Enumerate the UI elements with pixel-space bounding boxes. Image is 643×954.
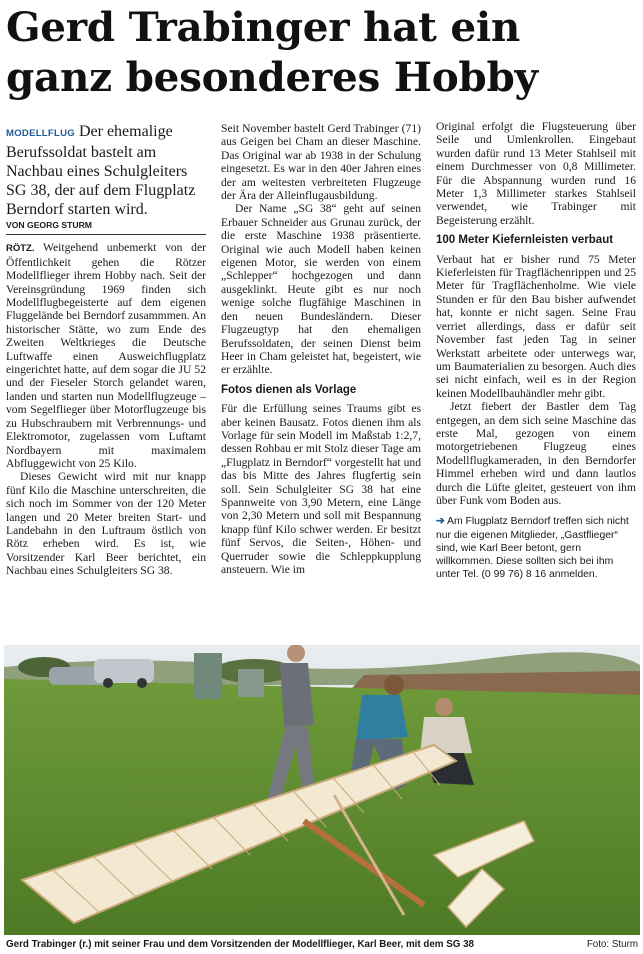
paragraph: Verbaut hat er bisher rund 75 Meter Kieferleisten für Tragflächenrippen und 25 Meter für Tragflächenholme. Wie viele Stunden er für den Bau bisher aufwendet hat, konnte er nicht sagen. Seine Frau verriet allerdings, dass er dafür seit November fast jeden Tag in seiner Werkstatt arbeitete oder unterwegs war, um Baumaterialien zu besorgen. Auch dies sei nicht einfach, weil es in der Region keinen Modellbauhändler mehr gibt. xyxy=(436,252,636,400)
column-2 xyxy=(221,122,421,576)
photo-credit: Foto: Sturm xyxy=(586,939,638,950)
paragraph: Seit November bastelt Gerd Trabinger (71) aus Geigen bei Cham an dieser Maschine. Das Original war ab 1938 in der Schulung eingesetzt. Es war in den 40er Jahren eines der am weitesten verbreiteten Flugzeuge der Ära der Alleinflugausbildung. xyxy=(221,122,421,203)
byline: VON GEORG STURM xyxy=(6,219,206,235)
headline: Gerd Trabinger hat ein ganz besonderes Hobby xyxy=(6,3,538,101)
kicker: MODELLFLUG xyxy=(6,128,75,139)
column-1 xyxy=(6,122,206,578)
subheading: 100 Meter Kiefernleisten verbaut xyxy=(436,234,614,247)
photo-glider xyxy=(4,645,640,935)
paragraph: Jetzt fiebert der Bastler dem Tag entgegen, an dem sich seine Maschine das erste Mal, gezogen von einem motorgetriebenen Flugzeug eines Modellflugkameraden, in den Berndorfer Himmel erheben wird und dann lautlos durch die Lüfte gleitet, gesteuert von ihm über Funk vom Boden aus. xyxy=(436,400,636,507)
subheading: Fotos dienen als Vorlage xyxy=(221,383,357,396)
dateline: RÖTZ. xyxy=(6,243,35,255)
caption-text: Gerd Trabinger (r.) mit seiner Frau und dem Vorsitzenden der Modellflieger, Karl Beer, mit dem SG 38 xyxy=(6,939,475,950)
column-3 xyxy=(436,120,636,581)
photo-caption xyxy=(6,938,638,951)
arrow-right-icon: ➔ xyxy=(436,516,445,528)
paragraph: Für die Erfüllung seines Traums gibt es aber keinen Bausatz. Fotos dienen ihm als Vorlage für sein Modell im Maßstab 1:2,7, dessen Rohbau er mit Stolz dieser Tage am „Flugplatz in Berndorf“ vorgestellt hat und das bis Mitte des Jahres flugfertig sein soll. Sein Schulgleiter SG 38 hat eine Spannweite von 3,90 Metern, eine Länge von 2,30 Metern und soll mit Bespannung knapp fünf Kilo schwer werden. Er besitzt fünf Servos, die Seiten-, Höhen- und Querruder sowie die Schleppkupplung ansteuern. Wie im xyxy=(221,402,421,576)
paragraph: Dieses Gewicht wird mit nur knapp fünf Kilo die Maschine unterschreiten, die sich noch im Sommer von der 120 Meter langen und 20 Meter breiten Start- und Landebahn in den Luftraum östlich von Rötz erheben wird. Es ist, wie Vorsitzender Karl Beer berichtet, ein Nachbau eines Schulgleiters SG 38. xyxy=(6,470,206,578)
paragraph xyxy=(6,241,206,470)
info-box xyxy=(436,515,636,581)
paragraph: Original erfolgt die Flugsteuerung über Seile und Umlenkrollen. Eingebaut wurden dafür rund 13 Meter Stahlseil mit einem Durchmesser von 0,8 Millimeter. Für die Abspannung wurden rund 16 Meter 1,3 Millimeter starkes Stahlseil verwendet, wie Trabinger mit Begeisterung erzählt. xyxy=(436,120,636,227)
paragraph-text: Weitgehend unbemerkt von der Öffentlichkeit gehen die Rötzer Modellflieger ihrem Hobby nach. Seit der Vereinsgründung 1969 finden sich Modellflugbegeisterte auf dem eigenen Fluggelände bei Berndorf zusammmen. An historischer Stätte, wo zum Ende des Zweiten Weltkrieges die Deutsche Luftwaffe einen Ausweichflugplatz eingerichtet hatte, auf dem sogar die JU 52 und der Fieseler Storch gelandet waren, landen und starten nun Modellflugzeuge – vom Segelflieger über Motorflugzeuge bis zu Hubschraubern mit Verbrennungs- und Elektromotor, zugelassen vom Luftamt Nordbayern mit maximalem Abfluggewicht von 25 Kilo. xyxy=(6,241,206,470)
info-text: Am Flugplatz Berndorf treffen sich nicht nur die eigenen Mitglieder, „Gastflieger“ sind, wie Karl Beer betont, gern willkommen. Diese sollten sich bei ihm unter Tel. (0 99 76) 8 16 anmelden. xyxy=(436,516,629,581)
paragraph: Der Name „SG 38“ geht auf seinen Erbauer Schneider aus Grunau zurück, der die erste Maschine 1938 präsentierte. Original wie auch Modell haben keinen eigenen Motor, sie werden von einem „Schlepper“ hochgezogen und dann ausgeklinkt. Heute gibt es nur noch wenige solche flugfähige Maschinen in den neuen Bundesländern. Dieser Flugzeugtyp hat den ehemaligen Berufssoldaten, der seinen Dienst beim Heer in Cham geleistet hat, begeistert, wie er erzählte. xyxy=(221,202,421,377)
teaser-text: Der ehemalige Berufssoldat bastelt am Nachbau eines Schulgleiters SG 38, der auf dem Flugplatz Berndorf starten wird. xyxy=(6,123,196,218)
teaser xyxy=(6,122,206,219)
